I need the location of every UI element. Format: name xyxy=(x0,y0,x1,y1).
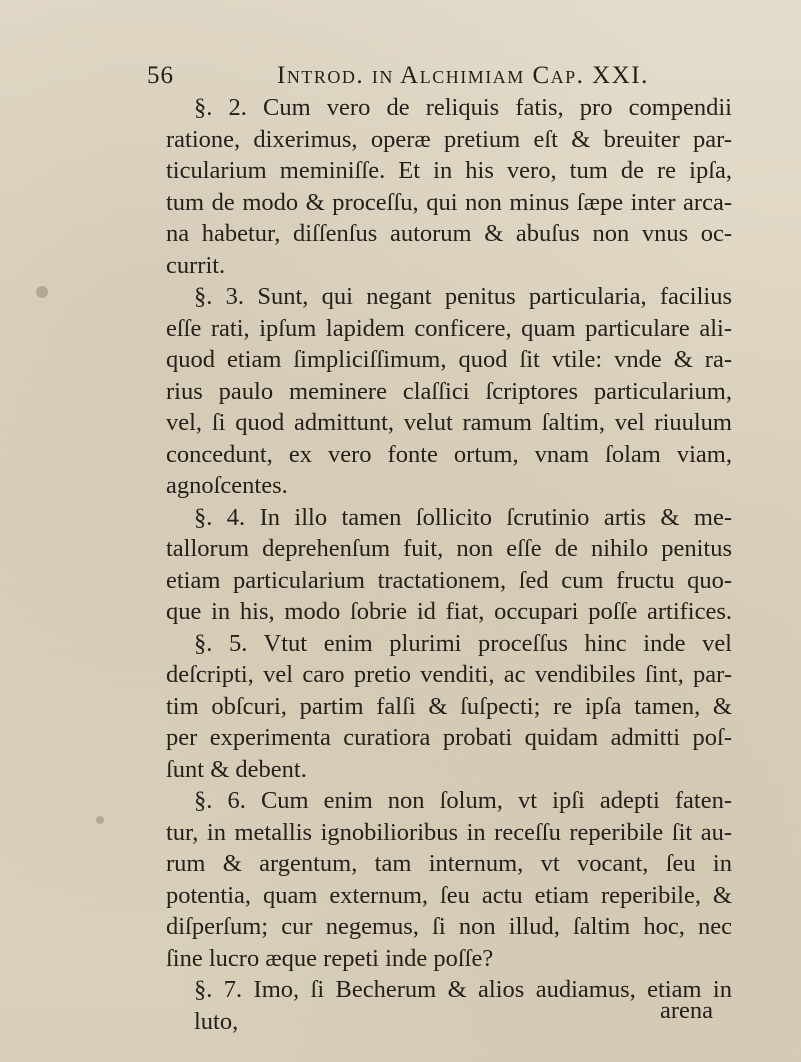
text-line: §. 4. In illo tamen ſollicito ſcrutinio artis & me- xyxy=(194,503,732,531)
text-line: §. 7. Imo, ſi Becherum & alios audiamus, etiam in luto, xyxy=(194,976,732,1035)
text-line: agnoſcentes. xyxy=(166,472,288,499)
ink-smudge xyxy=(36,286,48,298)
page-number: 56 xyxy=(147,62,174,89)
running-title: Introd. in Alchimiam Cap. XXI. xyxy=(277,62,649,89)
text-line: §. 5. Vtut enim plurimi proceſſus hinc inde vel xyxy=(194,629,732,657)
text-line: per experimenta curatiora probati quidam admitti poſ- xyxy=(166,724,732,751)
text-line: rum & argentum, tam internum, vt vocant, ſeu in xyxy=(166,850,732,877)
text-line: tim obſcuri, partim falſi & ſuſpecti; re ipſa tamen, & xyxy=(166,692,732,720)
text-line: deſcripti, vel caro pretio venditi, ac vendibiles ſint, par- xyxy=(166,661,732,688)
text-line: ſunt & debent. xyxy=(166,755,307,783)
text-line: quod etiam ſimpliciſſimum, quod ſit vtile: vnde & ra- xyxy=(166,346,732,373)
text-line: §. 2. Cum vero de reliquis fatis, pro compendii xyxy=(194,94,732,121)
text-line: ſine lucro æque repeti inde poſſe? xyxy=(166,944,494,972)
ink-smudge xyxy=(96,816,104,824)
text-line: currit. xyxy=(166,251,226,279)
text-line: eſſe rati, ipſum lapidem conficere, quam particulare ali- xyxy=(166,314,732,342)
text-line: ratione, dixerimus, operæ pretium eſt & breuiter par- xyxy=(166,125,732,153)
text-line: concedunt, ex vero fonte ortum, vnam ſolam viam, xyxy=(166,440,732,468)
text-line: tallorum deprehenſum fuit, non eſſe de nihilo penitus xyxy=(166,535,732,562)
running-head xyxy=(147,62,667,96)
text-line: rius paulo meminere claſſici ſcriptores particularium, xyxy=(166,377,732,405)
text-line: etiam particularium tractationem, ſed cum fructu quo- xyxy=(166,566,732,594)
text-line: tum de modo & proceſſu, qui non minus ſæpe inter arca- xyxy=(166,188,732,216)
text-line: tur, in metallis ignobilioribus in receſſu reperibile ſit au- xyxy=(166,818,732,846)
text-line: potentia, quam externum, ſeu actu etiam reperibile, & xyxy=(166,881,732,909)
text-line: na habetur, diſſenſus autorum & abuſus non vnus oc- xyxy=(166,220,732,247)
text-line: diſperſum; cur negemus, ſi non illud, ſaltim hoc, nec xyxy=(166,913,732,940)
text-line: ticularium meminiſſe. Et in his vero, tum de re ipſa, xyxy=(166,157,732,184)
text-line: que in his, modo ſobrie id fiat, occupari poſſe artifices. xyxy=(166,598,732,625)
text-line: §. 6. Cum enim non ſolum, vt ipſi adepti faten- xyxy=(194,787,732,814)
catchword: arena xyxy=(660,997,714,1024)
text-line: §. 3. Sunt, qui negant penitus particularia, facilius xyxy=(194,283,732,310)
text-line: vel, ſi quod admittunt, velut ramum ſaltim, vel riuulum xyxy=(166,409,732,436)
